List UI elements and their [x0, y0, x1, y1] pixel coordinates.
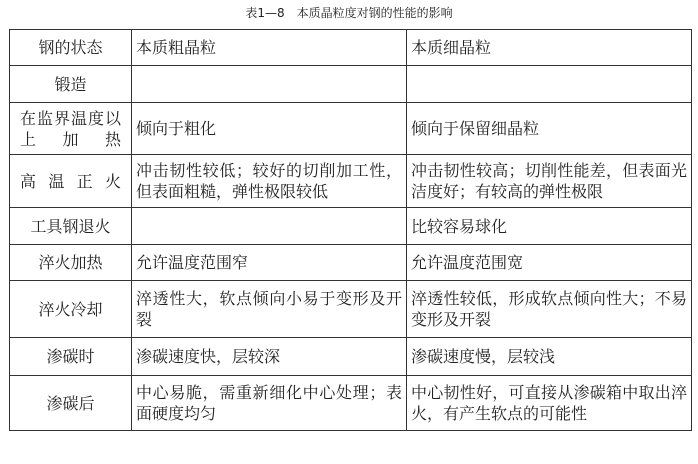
- fine-grain-cell: 渗碳速度慢，层较浅: [407, 338, 692, 376]
- table-row: [10, 376, 692, 431]
- row-label: 工具钢退火: [10, 208, 132, 245]
- header-fine-grain: 本质细晶粒: [407, 30, 692, 66]
- table-number: 表1—8: [245, 6, 285, 20]
- fine-grain-cell: 冲击韧性较高；切削性能差，但表面光洁度好；有较高的弹性极限: [407, 155, 692, 208]
- table-row: [10, 103, 692, 155]
- row-label: 渗碳后: [10, 376, 132, 431]
- table-row: [10, 281, 692, 338]
- table-row: [10, 338, 692, 376]
- coarse-grain-cell: 倾向于粗化: [132, 103, 407, 155]
- row-label: 高温正火: [10, 155, 132, 208]
- grain-size-properties-table: [9, 29, 692, 431]
- fine-grain-cell: 倾向于保留细晶粒: [407, 103, 692, 155]
- table-header-row: [10, 30, 692, 66]
- table-row: [10, 155, 692, 208]
- coarse-grain-cell: 允许温度范围窄: [132, 245, 407, 281]
- fine-grain-cell: 中心韧性好，可直接从渗碳箱中取出淬火，有产生软点的可能性: [407, 376, 692, 431]
- coarse-grain-cell: 中心易脆，需重新细化中心处理；表面硬度均匀: [132, 376, 407, 431]
- coarse-grain-cell: 冲击韧性较低；较好的切削加工性，但表面粗糙，弹性极限较低: [132, 155, 407, 208]
- fine-grain-cell: [407, 66, 692, 103]
- row-label: 淬火冷却: [10, 281, 132, 338]
- header-coarse-grain: 本质粗晶粒: [132, 30, 407, 66]
- row-label: 在监界温度以上加热: [10, 103, 132, 155]
- coarse-grain-cell: 淬透性大，软点倾向小易于变形及开裂: [132, 281, 407, 338]
- fine-grain-cell: 比较容易球化: [407, 208, 692, 245]
- fine-grain-cell: 允许温度范围宽: [407, 245, 692, 281]
- row-label: 淬火加热: [10, 245, 132, 281]
- table-row: [10, 245, 692, 281]
- coarse-grain-cell: [132, 66, 407, 103]
- row-label: 锻造: [10, 66, 132, 103]
- row-label: 渗碳时: [10, 338, 132, 376]
- table-caption: [0, 5, 698, 21]
- header-steel-state: 钢的状态: [10, 30, 132, 66]
- table-title: 本质晶粒度对钢的性能的影响: [296, 6, 453, 20]
- table-row: [10, 208, 692, 245]
- coarse-grain-cell: 渗碳速度快，层较深: [132, 338, 407, 376]
- fine-grain-cell: 淬透性较低，形成软点倾向性大；不易变形及开裂: [407, 281, 692, 338]
- coarse-grain-cell: [132, 208, 407, 245]
- table-row: [10, 66, 692, 103]
